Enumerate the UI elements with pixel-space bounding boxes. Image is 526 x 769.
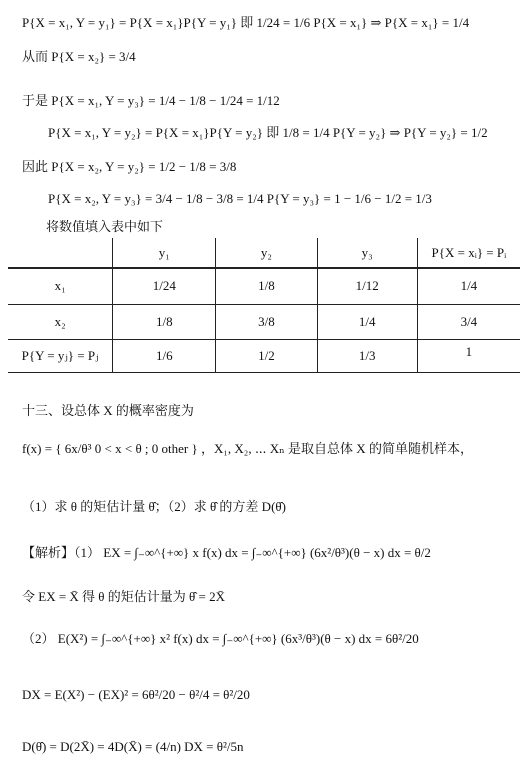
row-label-x2: x₂ <box>8 304 113 339</box>
row-label-x1: x₁ <box>8 268 113 304</box>
table-cell: 1/3 <box>317 339 417 372</box>
table-cell: 1/8 <box>113 304 216 339</box>
table-cell: 1/24 <box>113 268 216 304</box>
header-cell-empty <box>8 238 113 268</box>
equation-line-1: P{X = x₁, Y = y₁} = P{X = x₁}P{Y = y₁} 即 1/24 = 1/6 P{X = x₁} ⇒ P{X = x₁} = 1/4 <box>22 15 470 30</box>
table-cell: 1/4 <box>317 304 417 339</box>
row-label-marginal-y: P{Y = yⱼ} = Pⱼ <box>8 339 113 372</box>
solution-part-1: 【解析】（1） EX = ∫₋∞^{+∞} x f(x) dx = ∫₋∞^{+∞} (6x²/θ³)(θ − x) dx = θ/2 <box>22 545 431 560</box>
table-cell: 3/8 <box>216 304 317 339</box>
equation-line-5: 因此 P{X = x₂, Y = y₂} = 1/2 − 1/8 = 3/8 <box>22 159 237 174</box>
question-text: （1）求 θ 的矩估计量 θ̂；（2）求 θ̂ 的方差 D(θ̂) <box>22 499 286 514</box>
solution-estimator-variance: D(θ̂) = D(2X̄) = 4D(X̄) = (4/n) DX = θ²/5n <box>22 739 244 754</box>
density-definition: f(x) = { 6x/θ³ 0 < x < θ ; 0 other } ，X₁, X₂, ⋯ Xₙ 是取自总体 X 的简单随机样本， <box>22 441 473 456</box>
solution-part-2: （2） E(X²) = ∫₋∞^{+∞} x² f(x) dx = ∫₋∞^{+∞} (6x³/θ³)(θ − x) dx = 6θ²/20 <box>22 631 419 646</box>
equation-line-2: 从而 P{X = x₂} = 3/4 <box>22 49 136 64</box>
table-intro: 将数值填入表中如下 <box>46 219 164 234</box>
header-cell-y1: y₁ <box>113 238 216 268</box>
table-cell: 1/12 <box>317 268 417 304</box>
solution-estimator: 令 EX = X̄ 得 θ 的矩估计量为 θ̂ = 2X̄ <box>22 589 225 604</box>
header-cell-marginal-x: P{X = xᵢ} = Pᵢ <box>417 238 520 268</box>
table-row <box>8 304 520 339</box>
header-cell-y3: y₃ <box>317 238 417 268</box>
equation-line-4: P{X = x₁, Y = y₂} = P{X = x₁}P{Y = y₂} 即 1/8 = 1/4 P{Y = y₂} ⇒ P{Y = y₂} = 1/2 <box>48 125 488 140</box>
header-cell-y2: y₂ <box>216 238 317 268</box>
solution-variance: DX = E(X²) − (EX)² = 6θ²/20 − θ²/4 = θ²/20 <box>22 687 250 702</box>
table-cell: 1/6 <box>113 339 216 372</box>
joint-distribution-table <box>8 238 520 373</box>
equation-line-3: 于是 P{X = x₁, Y = y₃} = 1/4 − 1/8 − 1/24 = 1/12 <box>22 93 280 108</box>
equation-line-6: P{X = x₂, Y = y₃} = 3/4 − 1/8 − 3/8 = 1/4 P{Y = y₃} = 1 − 1/6 − 1/2 = 1/3 <box>48 191 432 206</box>
table-row <box>8 268 520 304</box>
table-cell: 3/4 <box>417 304 520 339</box>
table-cell: 1/2 <box>216 339 317 372</box>
table-cell: 1 <box>417 339 520 372</box>
table-header-row <box>8 238 520 268</box>
section-13-title: 十三、设总体 X 的概率密度为 <box>22 403 194 418</box>
table-cell: 1/8 <box>216 268 317 304</box>
table-row <box>8 339 520 372</box>
table-cell: 1/4 <box>417 268 520 304</box>
